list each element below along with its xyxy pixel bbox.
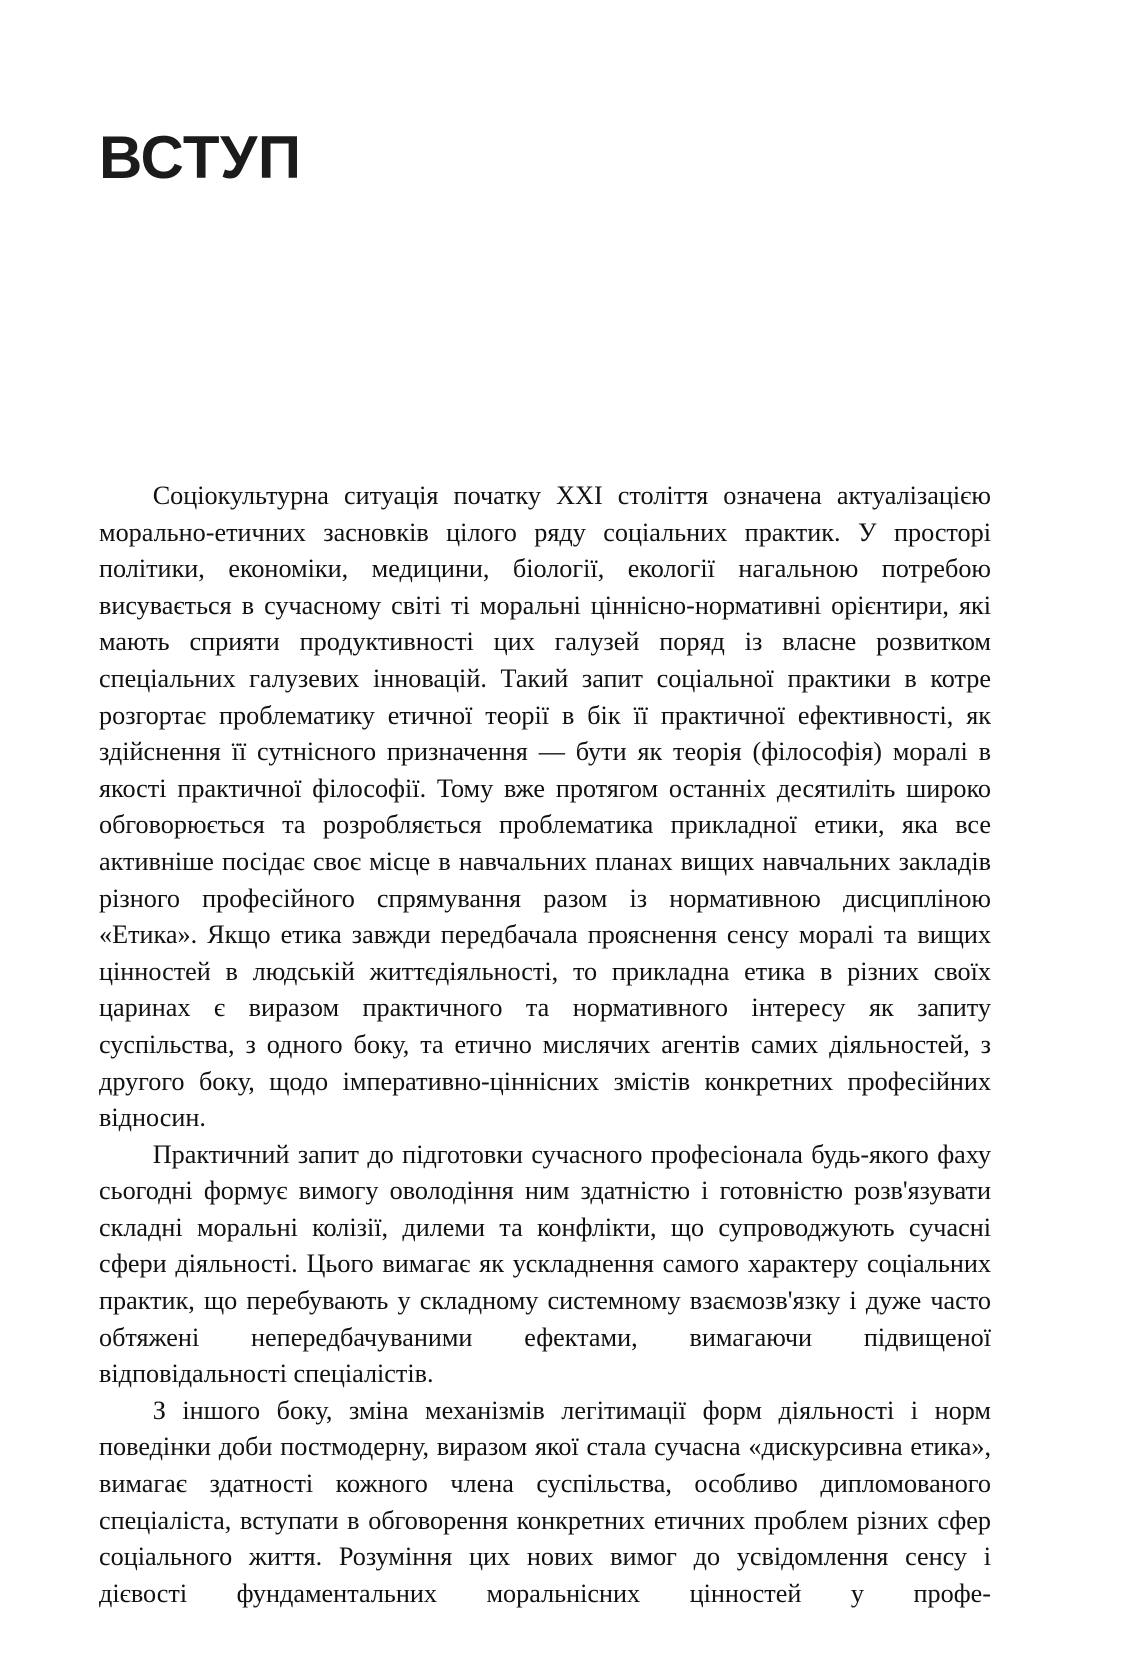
paragraph-3: З іншого боку, зміна механізмів легітимації форм діяльності і норм поведінки доби постмодерну, виразом якої стала сучасна «дискурсивна етика», вимагає здатності кожного члена суспільства, особливо дипломованого спеціаліста, вступати в обговорення конкретних етичних проблем різних сфер соціального життя. Розуміння цих нових вимог до усвідомлення сенсу і дієвості фундаментальних моральнісних цінностей у профе- bbox=[99, 1395, 991, 1608]
page-title: ВСТУП bbox=[99, 124, 302, 191]
body-text-block bbox=[99, 478, 991, 1612]
paragraph-1: Соціокультурна ситуація початку XXI століття означена актуалізацією морально-етичних засновків цілого ряду соціальних практик. У просторі політики, економіки, медицини, біології, екології нагальною потребою висувається в сучасному світі ті моральні ціннісно-нормативні орієнтири, які мають сприяти продуктивності цих галузей поряд із власне розвитком спеціальних галузевих інновацій. Такий запит соціальної практики в котре розгортає проблематику етичної теорії в бік її практичної ефективності, як здійснення її сутнісного призначення — бути як теорія (філософія) моралі в якості практичної філософії. Тому вже протягом останніх десятиліть широко обговорюється та розробляється проблематика прикладної етики, яка все активніше посідає своє місце в навчальних планах вищих навчальних закладів різного професійного спрямування разом із нормативною дисципліною «Етика». Якщо етика завжди передбачала прояснення сенсу моралі та вищих цінностей в людській життєдіяльності, то прикладна етика в різних своїх царинах є виразом практичного та нормативного інтересу як запиту суспільства, з одного боку, та етично мислячих агентів самих діяльностей, з другого боку, щодо імперативно-ціннісних змістів конкретних професійних відносин. bbox=[99, 481, 991, 1133]
paragraph-2: Практичний запит до підготовки сучасного професіонала будь-якого фаху сьогодні формує вимогу оволодіння ним здатністю і готовністю розв'язувати складні моральні колізії, дилеми та конфлікти, що супроводжують сучасні сфери діяльності. Цього вимагає як ускладнення самого характеру соціальних практик, що перебувають у складному системному взаємозв'язку і дуже часто обтяжені непередбачуваними ефектами, вимагаючи підвищеної відповідальності спеціалістів. bbox=[99, 1139, 991, 1389]
